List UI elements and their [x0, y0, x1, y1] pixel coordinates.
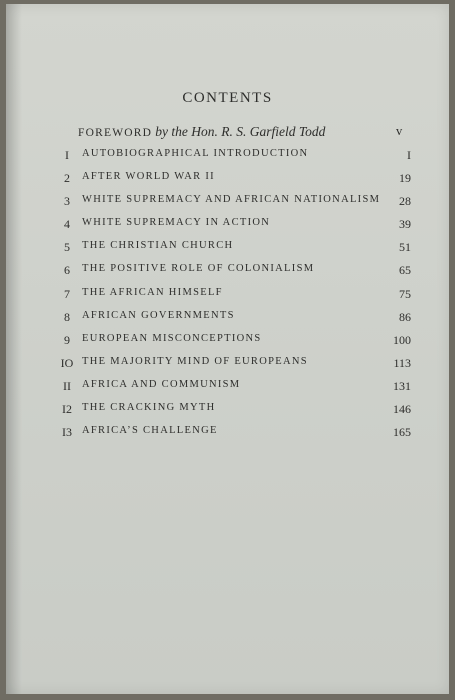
- toc-entry: [56, 310, 411, 333]
- chapter-title: THE CRACKING MYTH: [82, 402, 216, 414]
- chapter-title: THE CHRISTIAN CHURCH: [82, 240, 234, 252]
- chapter-title: THE AFRICAN HIMSELF: [82, 286, 223, 298]
- foreword-label: FOREWORD: [78, 127, 153, 139]
- toc-entry: [56, 263, 411, 286]
- chapter-page-number: 165: [393, 425, 411, 440]
- toc-entry: [56, 287, 411, 310]
- chapter-title: THE POSITIVE ROLE OF COLONIALISM: [82, 263, 315, 275]
- chapter-page-number: 146: [393, 402, 411, 417]
- chapter-number: 8: [64, 309, 70, 324]
- chapter-number: 9: [64, 332, 70, 347]
- chapter-title: EUROPEAN MISCONCEPTIONS: [82, 332, 262, 344]
- chapter-number: 4: [64, 217, 70, 232]
- chapter-page-number: I: [407, 148, 411, 162]
- chapter-page-number: 39: [399, 217, 411, 232]
- chapter-number: 2: [64, 171, 70, 186]
- chapter-title: AFRICA AND COMMUNISM: [82, 378, 241, 390]
- chapter-page-number: 28: [399, 194, 411, 209]
- chapter-number: IO: [60, 355, 74, 370]
- toc-entry: [56, 379, 411, 402]
- chapter-page-number: 113: [393, 355, 411, 370]
- foreword-page-number: v: [396, 124, 403, 138]
- toc-entry: [56, 402, 411, 425]
- foreword-entry: [78, 124, 408, 140]
- chapter-title: AUTOBIOGRAPHICAL INTRODUCTION: [82, 148, 309, 159]
- chapter-title: AFRICAN GOVERNMENTS: [82, 309, 235, 321]
- chapter-page-number: 131: [393, 378, 411, 393]
- chapter-number: 3: [64, 194, 70, 209]
- chapter-number: 5: [64, 240, 70, 255]
- toc-entry: [56, 425, 411, 448]
- chapter-title: THE MAJORITY MIND OF EUROPEANS: [82, 355, 308, 367]
- chapter-page-number: 51: [399, 240, 411, 255]
- spine-shadow: [6, 4, 22, 694]
- toc-entry: [56, 356, 411, 379]
- chapter-page-number: 65: [399, 263, 411, 278]
- toc-entry: [56, 171, 411, 194]
- chapter-page-number: 19: [399, 171, 411, 186]
- chapter-page-number: 75: [399, 286, 411, 301]
- chapter-number: II: [63, 378, 71, 393]
- toc-entry: [56, 333, 411, 356]
- toc-entry: [56, 194, 411, 217]
- chapter-number: 7: [64, 286, 70, 301]
- table-of-contents: [56, 148, 411, 448]
- toc-entry: [56, 240, 411, 263]
- chapter-title: WHITE SUPREMACY AND AFRICAN NATIONALISM: [82, 194, 381, 206]
- chapter-page-number: 86: [399, 309, 411, 324]
- chapter-number: I3: [62, 425, 72, 440]
- foreword-author: by the Hon. R. S. Garfield Todd: [155, 124, 326, 139]
- chapter-title: WHITE SUPREMACY IN ACTION: [82, 217, 271, 229]
- toc-entry: [56, 217, 411, 240]
- chapter-page-number: 100: [393, 332, 411, 347]
- chapter-number: I2: [62, 402, 72, 417]
- book-page: [6, 4, 449, 694]
- toc-entry: [56, 148, 411, 171]
- chapter-number: 6: [64, 263, 70, 278]
- chapter-title: AFTER WORLD WAR II: [82, 171, 215, 183]
- chapter-title: AFRICA’S CHALLENGE: [82, 425, 218, 437]
- chapter-number: I: [65, 148, 69, 162]
- contents-heading: CONTENTS: [182, 90, 273, 106]
